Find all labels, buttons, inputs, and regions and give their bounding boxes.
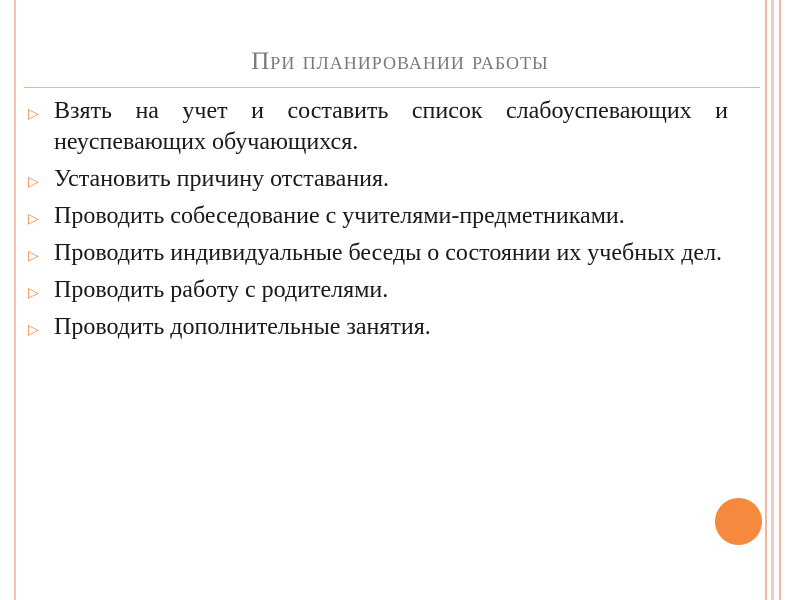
bullet-item	[28, 164, 728, 195]
hollow-arrow-bullet-icon: ▷	[28, 285, 39, 301]
bullet-text: Проводить дополнительные занятия.	[54, 314, 431, 340]
hollow-arrow-bullet-icon: ▷	[28, 248, 39, 264]
bullet-item	[28, 238, 728, 269]
bullet-text: Проводить собеседование с учителями-предметниками.	[54, 203, 625, 229]
bullet-item	[28, 96, 728, 158]
frame-right-stripe	[765, 0, 767, 600]
hollow-arrow-bullet-icon: ▷	[28, 322, 39, 338]
frame-left-line	[14, 0, 16, 600]
bullet-list	[28, 96, 728, 349]
bullet-item	[28, 312, 728, 343]
decorative-orange-dot	[715, 498, 762, 545]
bullet-text: Установить причину отставания.	[54, 166, 390, 192]
slide-title: При планировании работы	[251, 48, 549, 75]
hollow-arrow-bullet-icon: ▷	[28, 106, 39, 122]
hollow-arrow-bullet-icon: ▷	[28, 174, 39, 190]
frame-right-stripe	[779, 0, 781, 600]
hollow-arrow-bullet-icon: ▷	[28, 211, 39, 227]
bullet-item	[28, 275, 728, 306]
frame-right-stripe	[771, 0, 774, 600]
bullet-text: Проводить работу с родителями.	[54, 277, 389, 303]
bullet-item	[28, 201, 728, 232]
bullet-text: Взять на учет и составить список слабоуспевающих и неуспевающих обучающихся.	[54, 98, 728, 155]
title-divider	[24, 87, 760, 88]
bullet-text: Проводить индивидуальные беседы о состоянии их учебных дел.	[54, 240, 723, 266]
